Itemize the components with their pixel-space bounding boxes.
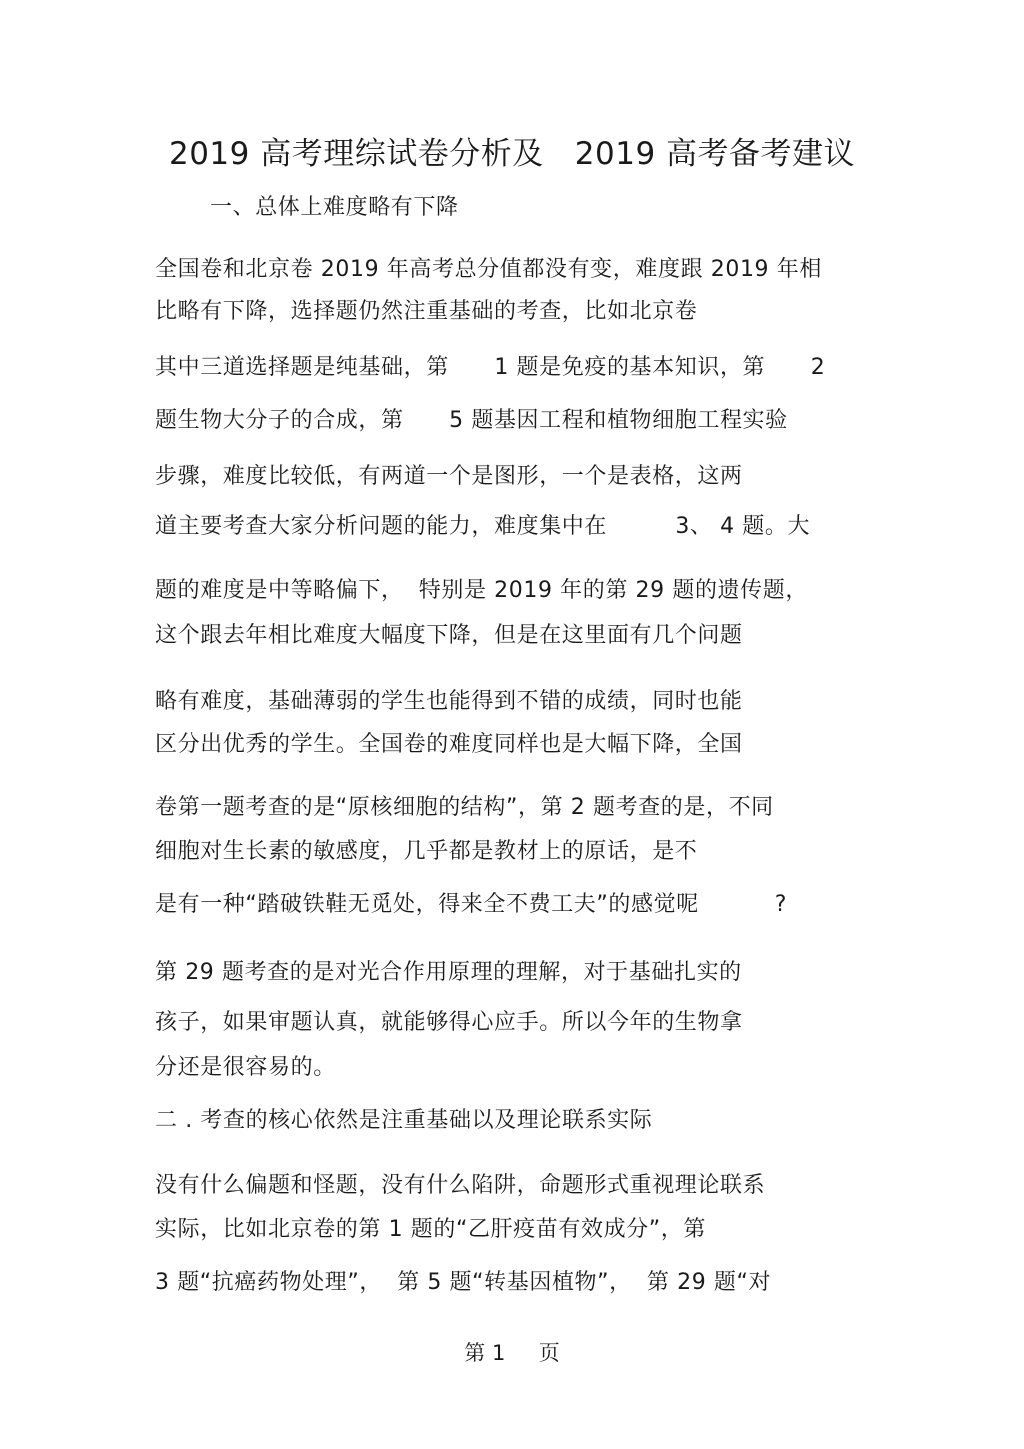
paragraph-line: 分还是很容易的。 xyxy=(155,1055,336,1080)
page-number: 第 1 页 xyxy=(464,1341,560,1365)
paragraph-line: 全国卷和北京卷 2019 年高考总分值都没有变，难度跟 2019 年相 xyxy=(155,257,822,282)
section-heading-1: 一、总体上难度略有下降 xyxy=(210,195,459,220)
paragraph-line: 卷第一题考查的是“原核细胞的结构”，第 2 题考查的是，不同 xyxy=(155,795,774,820)
paragraph-line: 第 29 题考查的是对光合作用原理的理解，对于基础扎实的 xyxy=(155,960,742,985)
section-heading-2: 二 . 考查的核心依然是注重基础以及理论联系实际 xyxy=(155,1108,653,1133)
paragraph-line: 其中三道选择题是纯基础，第 1 题是免疫的基本知识，第 2 xyxy=(155,355,826,380)
paragraph-line: 题生物大分子的合成，第 5 题基因工程和植物细胞工程实验 xyxy=(155,408,788,433)
paragraph-line: 3 题“抗癌药物处理”， 第 5 题“转基因植物”， 第 29 题“对 xyxy=(155,1270,772,1295)
page-title: 2019 高考理综试卷分析及 2019 高考备考建议 xyxy=(168,136,856,172)
paragraph-line: 是有一种“踏破铁鞋无觅处，得来全不费工夫”的感觉呢 ? xyxy=(155,892,788,917)
paragraph-line: 题的难度是中等略偏下， 特别是 2019 年的第 29 题的遗传题， xyxy=(155,578,808,603)
paragraph-line: 略有难度，基础薄弱的学生也能得到不错的成绩，同时也能 xyxy=(155,689,743,714)
paragraph-line: 实际，比如北京卷的第 1 题的“乙肝疫苗有效成分”，第 xyxy=(155,1217,706,1242)
paragraph-line: 细胞对生长素的敏感度，几乎都是教材上的原话，是不 xyxy=(155,839,698,864)
paragraph-line: 步骤，难度比较低，有两道一个是图形，一个是表格，这两 xyxy=(155,464,743,489)
paragraph-line: 孩子，如果审题认真，就能够得心应手。所以今年的生物拿 xyxy=(155,1010,743,1035)
paragraph-line: 道主要考查大家分析问题的能力，难度集中在 3、 4 题。大 xyxy=(155,514,811,539)
paragraph-line: 比略有下降，选择题仍然注重基础的考查，比如北京卷 xyxy=(155,299,698,324)
paragraph-line: 区分出优秀的学生。全国卷的难度同样也是大幅下降，全国 xyxy=(155,732,743,757)
paragraph-line: 没有什么偏题和怪题，没有什么陷阱，命题形式重视理论联系 xyxy=(155,1173,766,1198)
paragraph-line: 这个跟去年相比难度大幅度下降，但是在这里面有几个问题 xyxy=(155,623,743,648)
